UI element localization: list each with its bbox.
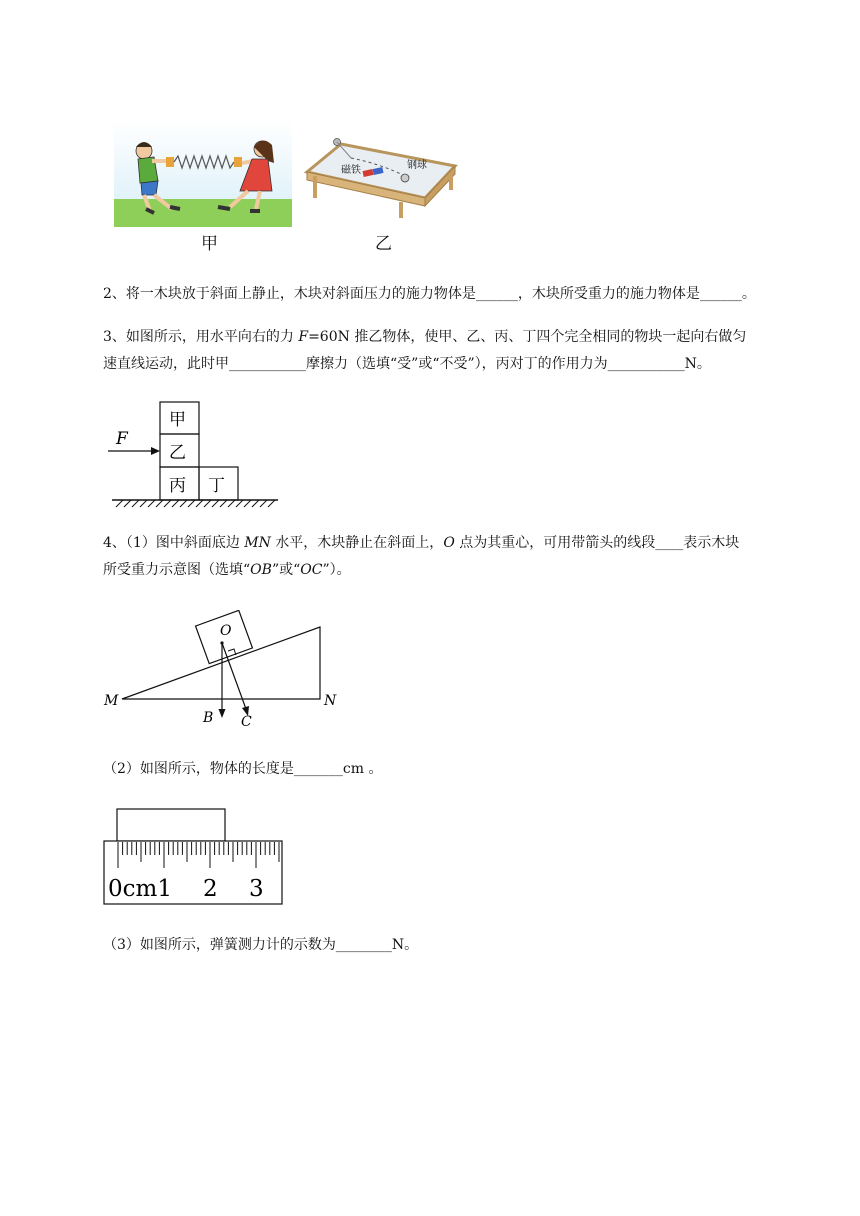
question-4-part-1-line-2: 所受重力示意图（选填“OB”或“OC”）。 xyxy=(103,562,351,578)
figure-ruler xyxy=(102,806,286,910)
figure-caption-yi: 乙 xyxy=(375,234,392,254)
question-4-part-1 xyxy=(103,530,823,584)
figure-stacked-blocks xyxy=(104,400,284,510)
point-b-label: B xyxy=(203,710,214,726)
point-m-label: M xyxy=(104,693,119,709)
block-ding: 丁 xyxy=(208,476,225,496)
question-4-part-2: （2）如图所示，物体的长度是_______cm 。 xyxy=(103,761,383,777)
ruler-diagram xyxy=(102,806,286,910)
ruler-label-2: 2 xyxy=(203,876,218,902)
question-3-line-2: 速直线运动，此时甲___________摩擦力（选填“受”或“不受”），丙对丁的作用力为___________N。 xyxy=(103,356,711,372)
magnet-tray-illustration xyxy=(301,136,461,220)
point-c-label: C xyxy=(241,714,252,730)
block-jia: 甲 xyxy=(169,410,186,430)
point-n-label: N xyxy=(324,693,337,709)
incline-diagram xyxy=(100,610,350,730)
question-3-line-1: 3、如图所示，用水平向右的力 F=60N 推乙物体，使甲、乙、丙、丁四个完全相同的物块一起向右做匀 xyxy=(103,329,747,345)
figure-tug-of-war xyxy=(114,121,292,227)
force-label: F xyxy=(116,429,128,449)
figure-magnet-tray xyxy=(301,136,461,220)
question-3 xyxy=(103,324,823,378)
block-yi: 乙 xyxy=(169,443,186,463)
question-4-part-1-line-1: 4、（1）图中斜面底边 MN 水平，木块静止在斜面上，O 点为其重心，可用带箭头的线段____表示木块 xyxy=(103,535,740,551)
magnet-label: 磁铁 xyxy=(341,165,361,176)
figure-incline xyxy=(100,610,350,730)
figure-caption-jia: 甲 xyxy=(201,234,218,254)
block-bing: 丙 xyxy=(169,476,186,496)
question-4-part-3: （3）如图所示，弹簧测力计的示数为________N。 xyxy=(103,937,419,953)
stacked-blocks-diagram xyxy=(104,400,284,510)
ruler-label-3: 3 xyxy=(249,876,264,902)
question-2: 2、将一木块放于斜面上静止，木块对斜面压力的施力物体是______，木块所受重力的施力物体是______。 xyxy=(103,286,756,302)
ruler-label-0cm1: 0cm1 xyxy=(108,876,172,902)
steel-ball-label: 钢球 xyxy=(407,160,427,171)
point-o-label: O xyxy=(220,623,232,639)
tug-of-war-illustration xyxy=(114,121,292,227)
